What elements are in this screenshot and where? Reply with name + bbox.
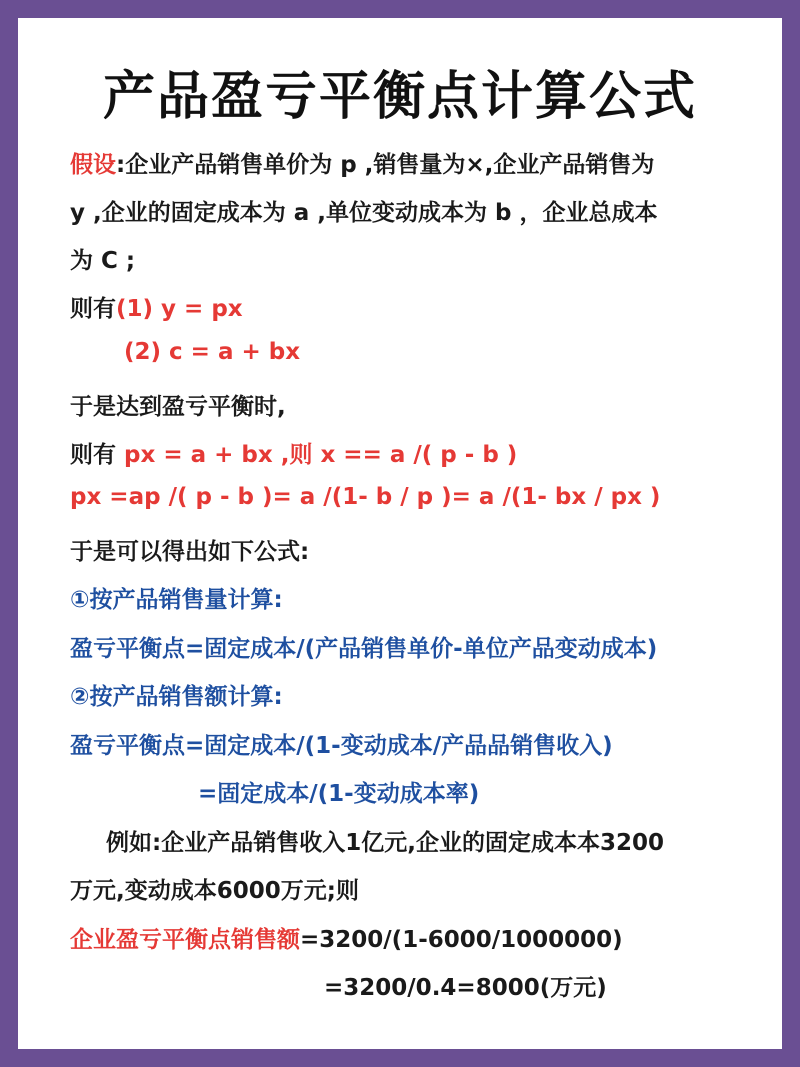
example-line-1: 例如:企业产品销售收入1亿元,企业的固定成本本3200 [106,830,664,856]
assumption-label: 假设 [70,152,116,178]
method-2-formula-2: =固定成本/(1-变动成本率) [198,781,480,807]
assumption-text-1: :企业产品销售单价为 p ,销售量为×,企业产品销售为 [116,152,655,178]
method-1-heading: ①按产品销售量计算: [70,587,283,613]
breakeven-eq-2: px =ap /( p - b )= a /(1- b / p )= a /(1- bx / px ) [70,484,661,510]
breakeven-eq-line-1 [70,436,517,469]
page-title: 产品盈亏平衡点计算公式 [102,67,697,127]
example-result-1: =3200/(1-6000/1000000) [300,927,623,953]
method-1-formula: 盈亏平衡点=固定成本/(产品销售单价-单位产品变动成本) [70,636,658,662]
breakeven-eq-1: px = a + bx ,则 x == a /( p - b ) [124,442,518,468]
method-2-formula-1: 盈亏平衡点=固定成本/(1-变动成本/产品品销售收入) [70,733,613,759]
breakeven-conclusion: 于是可以得出如下公式: [70,539,310,565]
formula-1: (1) y = px [116,296,243,322]
example-result-2: =3200/0.4=8000(万元) [324,975,607,1001]
example-result-label: 企业盈亏平衡点销售额 [70,927,300,953]
formula-2: (2) c = a + bx [124,339,301,365]
formula-lead: 则有 [70,296,116,322]
breakeven-lead: 则有 [70,442,125,468]
content-card [18,18,782,1049]
breakeven-intro: 于是达到盈亏平衡时, [70,394,286,420]
assumption-line-1 [70,146,654,179]
example-result-line-1 [70,921,623,954]
assumption-line-3: 为 C ; [70,248,136,274]
method-2-heading: ②按产品销售额计算: [70,684,283,710]
example-line-2: 万元,变动成本6000万元;则 [70,878,359,904]
assumption-line-2: y ,企业的固定成本为 a ,单位变动成本为 b ，企业总成本 [70,200,658,226]
formula-line-1 [70,290,243,323]
